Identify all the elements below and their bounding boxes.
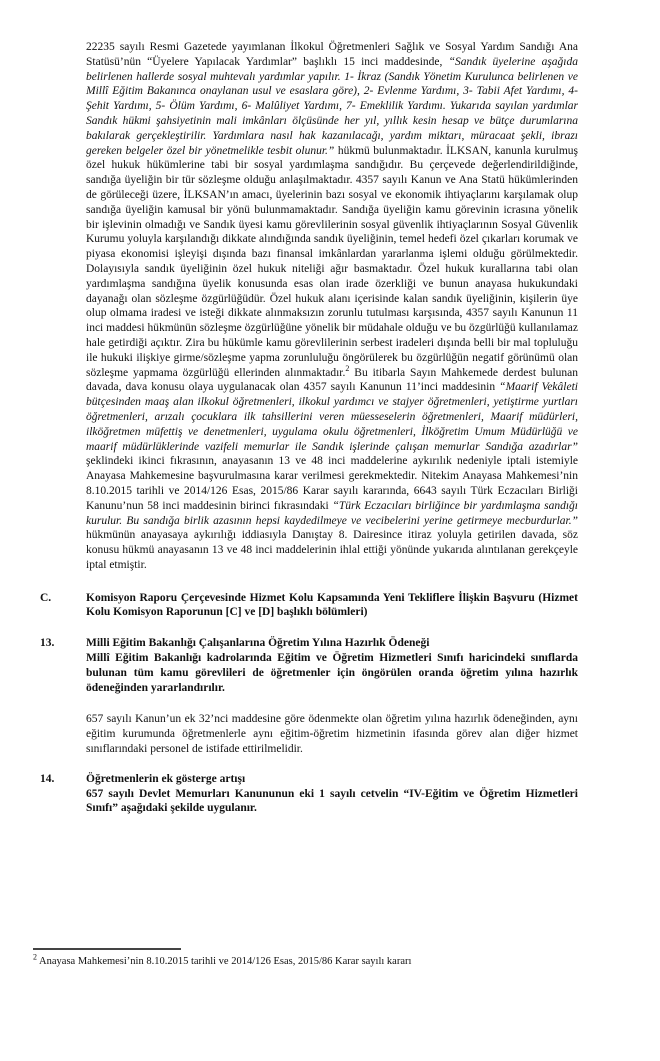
section-c-label: C. [40, 591, 52, 604]
footnote-text: Anayasa Mahkemesi’nin 8.10.2015 tarihli ve 2014/126 Esas, 2015/86 Karar sayılı kararı [39, 956, 412, 967]
footnote-divider [33, 948, 181, 950]
item-14 [40, 772, 578, 816]
main-paragraph: 22235 sayılı Resmi Gazetede yayımlanan İlkokul Öğretmenleri Sağlık ve Sosyal Yardım Sandığı Ana Statüsü’nün “Üyelere Yapılacak Yardımlar” başlıklı 15 inci maddesinde, “Sandık üyelerine aşağıda belirlenen hallerde sosyal muhtevalı yardımlar yapılır. 1- İkraz (Sandık Yönetim Kurulunca belirlenen ve Millî Eğitim Bakanınca onaylanan usul ve esaslara göre), 2- Evlenme Yardımı, 3- Tabii Afet Yardımı, 4- Şehit Yardımı, 5- Ölüm Yardımı, 6- Malûliyet Yardımı, 7- Emeklilik Yardımı. Yukarıda sayılan yardımlar Sandık hükmi şahsiyetinin mali imkânları ölçüsünde her yıl, yıllık kesin hesap ve bütçe durumlarına bakılarak gerçekleştirilir. Yardımlara nasıl hak kazanılacağı, yardım miktarı, müracaat şekli, ibrazı gereken belgeler özel bir yönetmelikle tesbit olunur.” hükmü bulunmaktadır. İLKSAN, kanunla kurulmuş özel hukuk hükümlerine tabi bir sosyal yardımlaşma sandığıdır. Bu çerçevede değerlendirildiğinde, sandığa üyeliğin bir tür sözleşme olduğu anlaşılmaktadır. 4357 sayılı Kanun ve Ana Statü hükümlerinden de görüleceği üzere, İLKSAN’ın amacı, üyelerinin bazı sosyal ve ekonomik ihtiyaçlarını karşılamak olup sandığa üyeliğin kamusal bir yönü bulunmamaktadır. Sandığa üyeliğin kamu görevinin icrasına yönelik bir işlevinin olmadığı ve Sandık üyesi kamu görevlilerinin sosyal güvenlik ihtiyaçlarının Sosyal Güvenlik Kurumu yoluyla karşılandığı dikkate alındığında sandık üyeliğinin, temel hedefi özel çıkarları korumak ve piyasa ekonomisi işleyişi dışında bazı finansal imkânlardan yararlanma işlemi olduğu görülmektedir. Dolayısıyla sandık üyeliğinin özel hukuk niteliği ağır basmaktadır. Özel hukuk kurallarına tabi olan yardımlaşma sandığına üyelik konusunda esas olan irade özerkliği ve bunun anayasa hukukundaki dayanağı olan sözleşme özgürlüğüdür. Özel hukuk alanı içerisinde kalan sandık üyeliğinin, kişilerin üye olup olmama iradesi ve isteği dikkate alınmaksızın zorunlu tutulması karşısında, 4357 sayılı Kanunun 11 inci maddesi hükmünün sözleşme özgürlüğüne yönelik bir müdahale olduğu ve bu özgürlüğü kullanılamaz hale getirdiği açıktır. Zira bu hükümle kamu görevlilerinin serbest iradeleri dışında belli bir mal topluluğu ile hukuki ilişkiye girme/sözleşme yapma zorunluluğu öngörülerek bu özgürlüğün negatif görünümü olan sözleşme yapmama özgürlüğü ellerinden alınmaktadır.$^2$ Bu itibarla Sayın Mahkemede derdest bulunan davada, dava konusu olaya uygulanacak olan 4357 sayılı Kanunun 11’inci maddesinin “Maarif Vekâleti bütçesinden maaş alan ilkokul öğretmenleri, ilkokul yardımcı ve stajyer öğretmenleri, yetiştirme yurtları öğretmenleri, arızalı çocuklara ilk tahsillerini veren müesseselerin öğretmenleri, Maarif müdürleri, ilköğretmen müfettiş ve denetmenleri, uygulama okulu öğretmenleri, İlköğretim Umum Müdürlüğü ve maarif müdürlüklerinde vazifeli memurlar ile Sandık işlerinde çalışan memurlar Sandığa azadırlar” şeklindeki ikinci fıkrasının, anayasanın 13 ve 48 inci maddelerine aykırılık nedeniyle iptali istemiyle Anayasa Mahkemesine başvurulmasına karar verilmesi gerekmektedir. Nitekim Anayasa Mahkemesi’nin 8.10.2015 tarihli ve 2014/126 Esas, 2015/86 Karar sayılı kararında, 6643 sayılı Türk Eczacıları Birliği Kanunu’nun 58 inci maddesinin birinci fıkrasındaki “Türk Eczacıları birliğince bir yardımlaşma sandığı kurulur. Bu sandığa birlik azasının hepsi kaydedilmeye ve vecibelerini yerine getirmeye mecburdurlar.” hükmünün anayasaya aykırılığı iddiasıyla Danıştay 8. Dairesince itiraz yoluyla getirilen davada, söz konusu hükmü anayasanın 13 ve 48 inci maddelerinin ihlal ettiği yönünde yukarıda alıntılanan gerekçeyle iptal etmiştir. [86, 41, 579, 571]
item-14-heading: Öğretmenlerin ek gösterge artışı [86, 772, 246, 785]
item-13-number: 13. [40, 637, 55, 650]
item-13-bold-body: Millî Eğitim Bakanlığı kadrolarında Eğitim ve Öğretim Hizmetleri Sınıfı haricindeki sınıflarda bulunan tüm kamu görevlileri de öğretmenler için öngörülen oranda öğretim yılına hazırlık ödeneğinden yararlandırılır. [86, 652, 578, 694]
footnote-area [33, 948, 633, 969]
document-body [40, 40, 579, 816]
item-14-bold-body: 657 sayılı Devlet Memurları Kanununun eki 1 sayılı cetvelin “IV-Eğitim ve Öğretim Hizmetleri Sınıfı” aşağıdaki şekilde uygulanır. [86, 787, 578, 815]
footnote-text-line [33, 952, 633, 969]
section-c-heading [40, 591, 578, 621]
item-13-body: 657 sayılı Kanun’un ek 32’nci maddesine göre ödenmekte olan öğretim yılına hazırlık ödeneğinden, aynı eğitim kurumunda öğretmenlerle aynı eğitim-öğretim hizmetinin ifasında görev alan diğer hizmet sınıflarındaki personel de istifade ettirilmelidir. [86, 713, 578, 756]
item-14-number: 14. [40, 772, 55, 785]
footnote-marker: 2 [33, 952, 37, 962]
item-13-heading: Milli Eğitim Bakanlığı Çalışanlarına Öğretim Yılına Hazırlık Ödeneği [86, 637, 430, 650]
section-c-title: Komisyon Raporu Çerçevesinde Hizmet Kolu Kapsamında Yeni Tekliflere İlişkin Başvuru (Hizmet Kolu Komisyon Raporunun [C] ve [D] başlıklı bölümleri) [86, 591, 578, 619]
item-13 [40, 636, 578, 757]
